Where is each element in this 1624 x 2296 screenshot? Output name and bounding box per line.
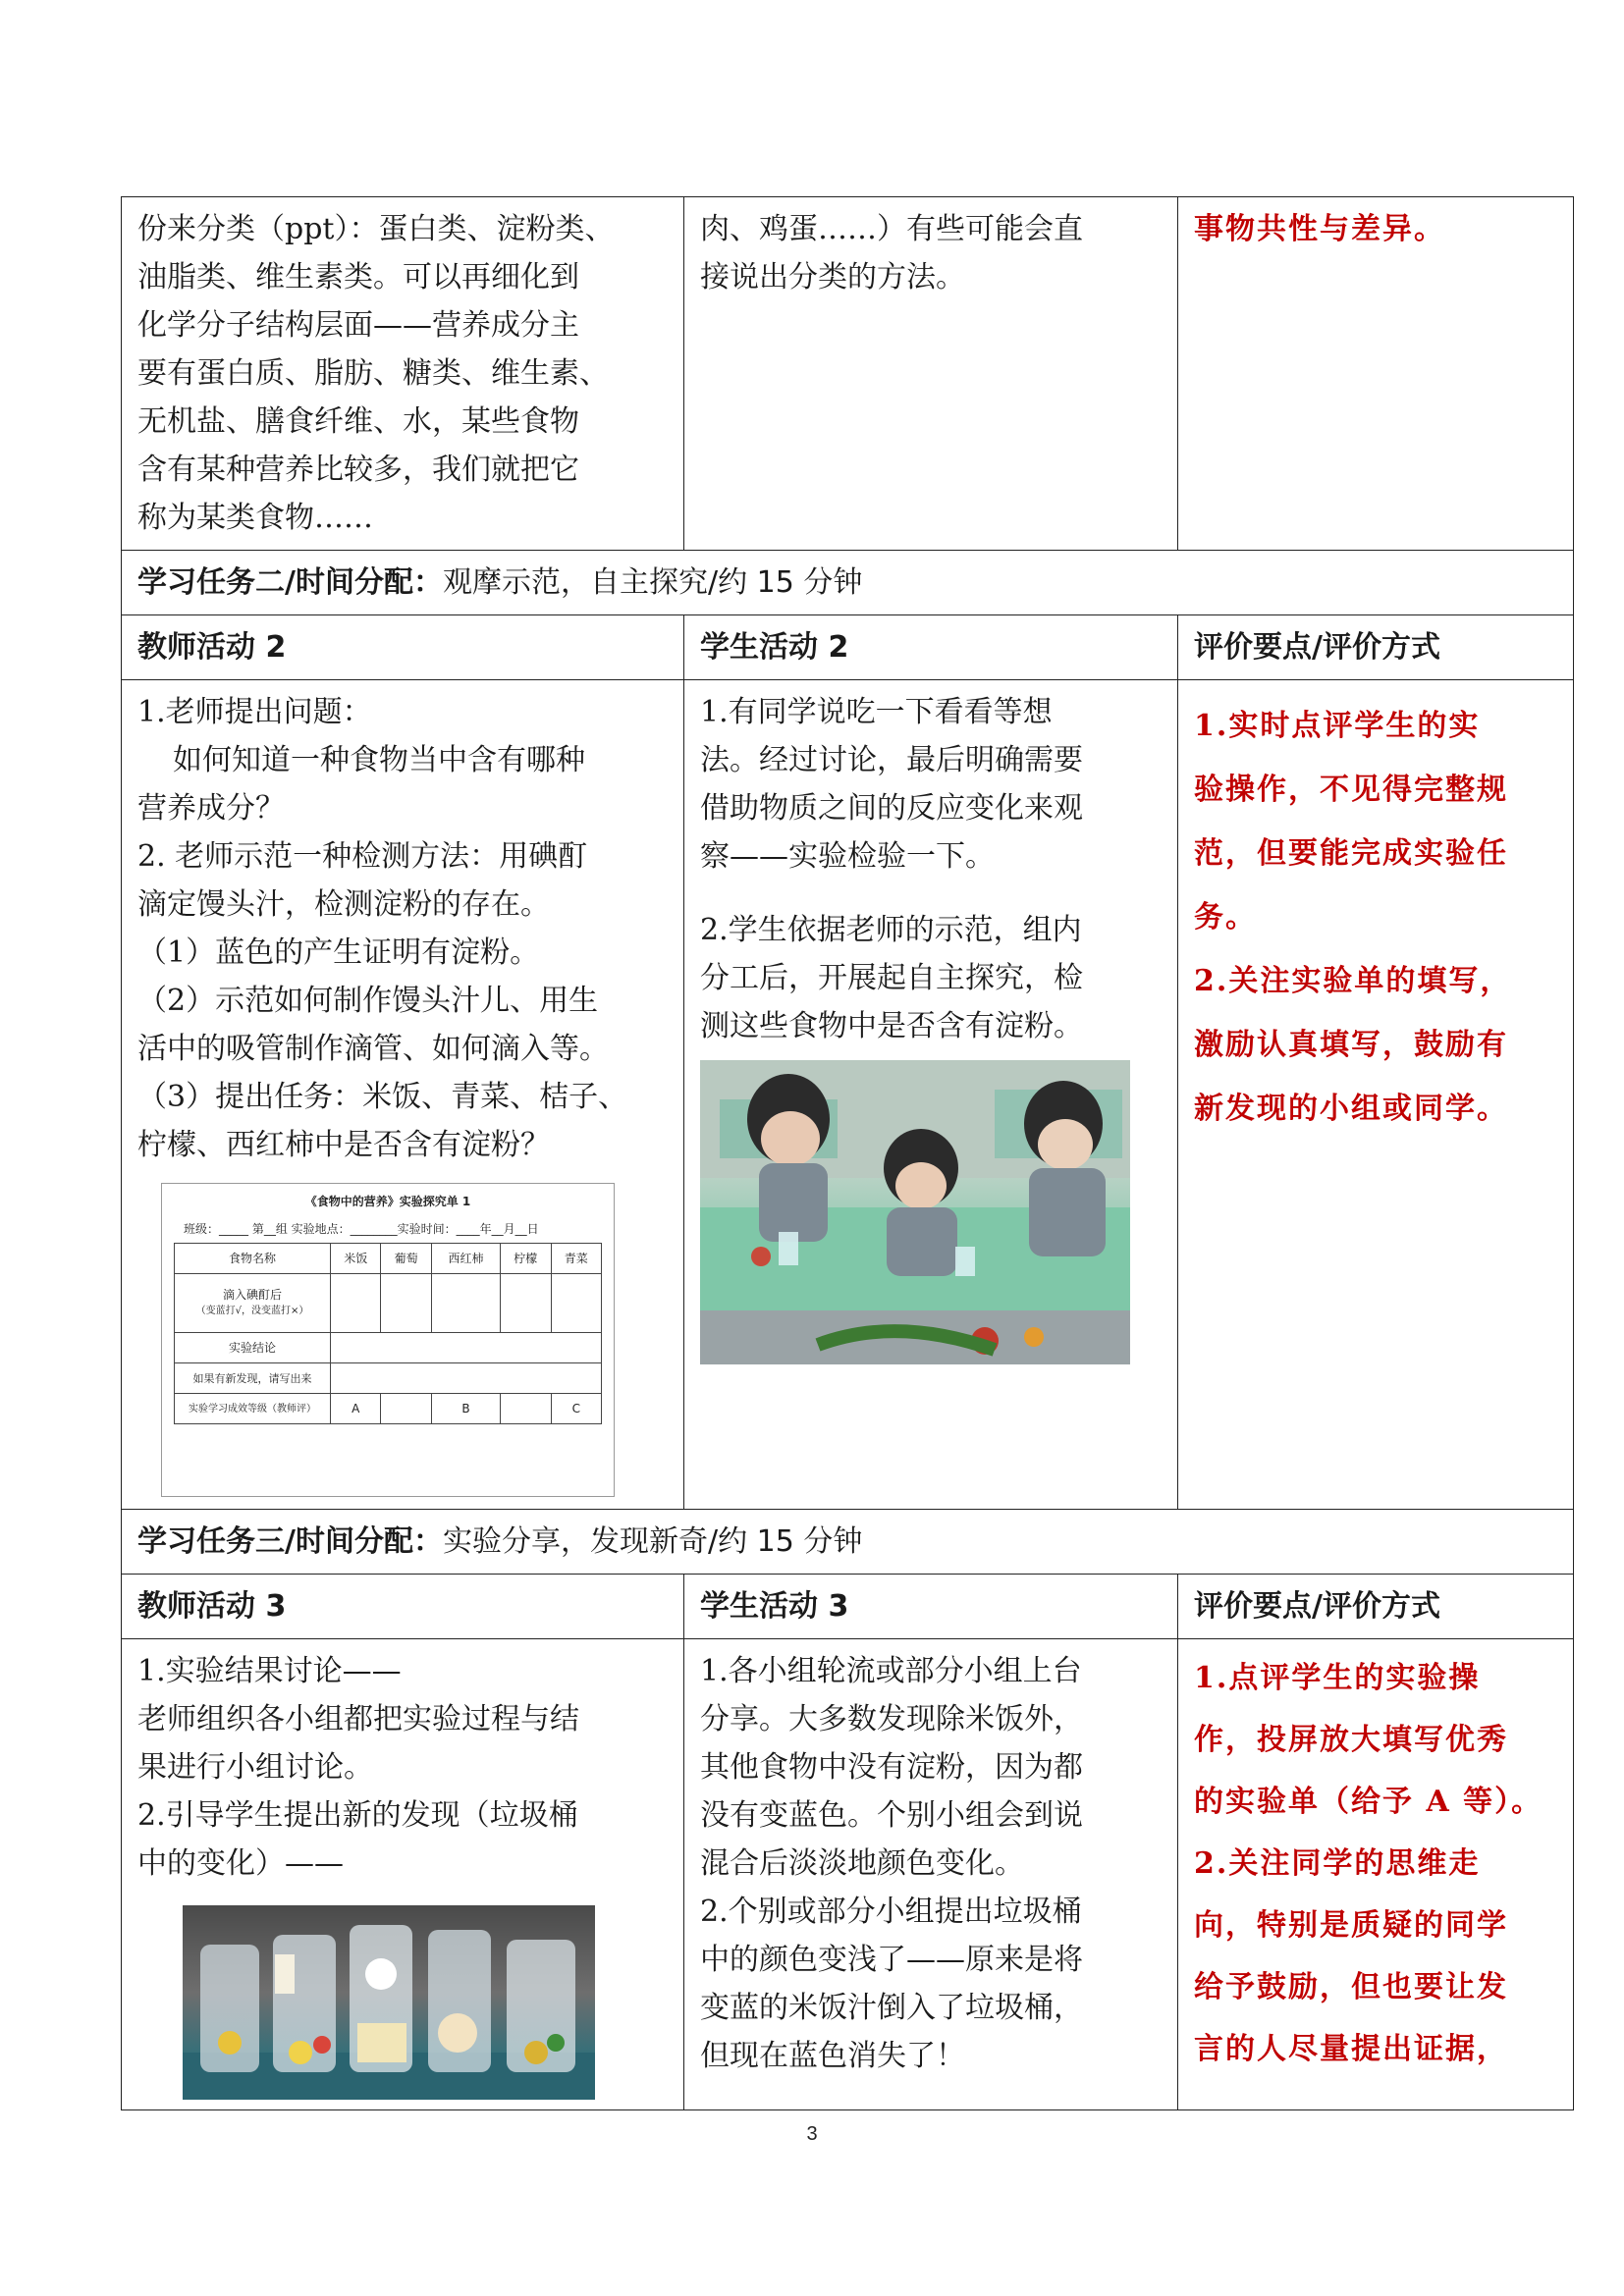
text-line: 法。经过讨论，最后明确需要 <box>700 743 1083 777</box>
teacher-activity-cell <box>122 1639 684 2110</box>
text-line: 作，投屏放大填写优秀 <box>1194 1723 1508 1757</box>
text-line: 新发现的小组或同学。 <box>1194 1092 1508 1126</box>
text-line: 但现在蓝色消失了！ <box>700 2039 965 2073</box>
worksheet-food: 青菜 <box>551 1244 601 1274</box>
text-line: 其他食物中没有淀粉，因为都 <box>700 1750 1083 1785</box>
teacher-activity-header: 教师活动 2 <box>122 615 684 680</box>
text-line: 如何知道一种食物当中含有哪种 <box>173 743 585 777</box>
student-activity-cell <box>684 1639 1178 2110</box>
task-heading-row <box>122 551 1574 615</box>
task-heading <box>122 551 1574 615</box>
text-line: 1.实时点评学生的实 <box>1194 709 1481 743</box>
worksheet-title: 《食物中的营养》实验探究单 1 <box>304 1195 471 1208</box>
text-line: 1.点评学生的实验操 <box>1194 1661 1481 1695</box>
student-activity-header: 学生活动 2 <box>684 615 1178 680</box>
worksheet-grade: A <box>331 1394 381 1424</box>
text-line: 2.关注实验单的填写， <box>1194 964 1512 998</box>
evaluation-cell <box>1178 1639 1574 2110</box>
text-line: 1.各小组轮流或部分小组上台 <box>700 1654 1082 1688</box>
text-line: 无机盐、膳食纤维、水，某些食物 <box>137 404 579 439</box>
page-number: 3 <box>806 2123 818 2145</box>
text-line: 2.学生依据老师的示范，组内 <box>700 913 1082 947</box>
worksheet-row1a: 滴入碘酊后 <box>222 1288 282 1302</box>
text-line: （3）提出任务：米饭、青菜、桔子、 <box>137 1080 628 1114</box>
student-activity-cell <box>684 197 1178 551</box>
text-line: 滴定馒头汁，检测淀粉的存在。 <box>137 887 550 922</box>
worksheet-row-label: 如果有新发现，请写出来 <box>175 1363 331 1394</box>
text-line: 没有变蓝色。个别小组会到说 <box>700 1798 1083 1833</box>
text-line: 1.实验结果讨论—— <box>137 1654 402 1688</box>
evaluation-cell <box>1178 197 1574 551</box>
worksheet-info-line: 班级：_____ 第__组 实验地点：________实验时间：____年__月__日 <box>184 1222 539 1236</box>
worksheet-food: 西红柿 <box>431 1244 500 1274</box>
text-line: 变蓝的米饭汁倒入了垃圾桶， <box>700 1991 1083 2025</box>
text-line: 活中的吸管制作滴管、如何滴入等。 <box>137 1032 609 1066</box>
text-line: 2.引导学生提出新的发现（垃圾桶 <box>137 1798 578 1833</box>
task-label: 学习任务二/时间分配： <box>137 565 443 600</box>
text-line: 向，特别是质疑的同学 <box>1194 1908 1508 1943</box>
text-line: 营养成分？ <box>137 791 285 826</box>
text-line: 要有蛋白质、脂肪、糖类、维生素、 <box>137 356 609 391</box>
text-line: 1.老师提出问题： <box>137 695 372 729</box>
text-line: 给予鼓励，但也要让发 <box>1194 1970 1508 2004</box>
worksheet-grade: C <box>551 1394 601 1424</box>
text-line: 中的颜色变浅了——原来是将 <box>700 1943 1083 1977</box>
text-line: 2. 老师示范一种检测方法：用碘酊 <box>137 839 588 874</box>
text-line: 验操作，不见得完整规 <box>1194 773 1508 807</box>
table-row <box>122 1639 1574 2110</box>
text-line: 混合后淡淡地颜色变化。 <box>700 1846 1024 1881</box>
worksheet-table <box>174 1243 602 1424</box>
text-line: （1）蓝色的产生证明有淀粉。 <box>137 935 540 970</box>
worksheet-food: 米饭 <box>331 1244 381 1274</box>
lesson-plan-table <box>121 196 1574 2110</box>
classroom-experiment-photo <box>700 1060 1130 1364</box>
worksheet-row-label <box>175 1274 331 1333</box>
evaluation-cell <box>1178 680 1574 1510</box>
worksheet-col-head: 食物名称 <box>175 1244 331 1274</box>
text-line: 测这些食物中是否含有淀粉。 <box>700 1009 1083 1043</box>
text-line: 2.个别或部分小组提出垃圾桶 <box>700 1895 1082 1929</box>
task-label: 学习任务三/时间分配： <box>137 1524 443 1559</box>
text-line: 含有某种营养比较多，我们就把它 <box>137 453 579 487</box>
text-line: 称为某类食物…… <box>137 501 373 535</box>
worksheet-row-label: 实验学习成效等级（教师评） <box>175 1394 331 1424</box>
text-line: 分享。大多数发现除米饭外， <box>700 1702 1083 1736</box>
text-line: 肉、鸡蛋……）有些可能会直 <box>700 212 1083 246</box>
text-line: 份来分类（ppt）：蛋白类、淀粉类、 <box>137 212 615 246</box>
text-line: 察——实验检验一下。 <box>700 839 995 874</box>
student-activity-cell <box>684 680 1178 1510</box>
teacher-activity-header: 教师活动 3 <box>122 1575 684 1639</box>
text-line: 油脂类、维生素类。可以再细化到 <box>137 260 579 294</box>
text-line: 务。 <box>1194 900 1257 934</box>
task-text: 实验分享，发现新奇/约 15 分钟 <box>442 1524 863 1559</box>
task-heading <box>122 1510 1574 1575</box>
text-line: 柠檬、西红柿中是否含有淀粉？ <box>137 1128 550 1162</box>
text-line: 激励认真填写，鼓励有 <box>1194 1028 1508 1062</box>
text-line: 2.关注同学的思维走 <box>1194 1846 1481 1881</box>
text-line: 老师组织各小组都把实验过程与结 <box>137 1702 579 1736</box>
task-text: 观摩示范，自主探究/约 15 分钟 <box>442 565 863 600</box>
text-line: 分工后，开展起自主探究，检 <box>700 961 1083 995</box>
text-line: 范，但要能完成实验任 <box>1194 836 1508 871</box>
worksheet-image <box>161 1183 615 1497</box>
teacher-activity-cell <box>122 197 684 551</box>
worksheet-row-label: 实验结论 <box>175 1333 331 1363</box>
table-row <box>122 197 1574 551</box>
jars-experiment-photo <box>183 1905 595 2100</box>
column-header-row <box>122 615 1574 680</box>
student-activity-header: 学生活动 3 <box>684 1575 1178 1639</box>
column-header-row <box>122 1575 1574 1639</box>
task-heading-row <box>122 1510 1574 1575</box>
teacher-activity-cell <box>122 680 684 1510</box>
evaluation-header: 评价要点/评价方式 <box>1178 615 1574 680</box>
table-row <box>122 680 1574 1510</box>
text-line: （2）示范如何制作馒头汁儿、用生 <box>137 984 599 1018</box>
text-line: 的实验单（给予 A 等）。 <box>1194 1785 1543 1819</box>
text-line: 借助物质之间的反应变化来观 <box>700 791 1083 826</box>
worksheet-grade: B <box>431 1394 500 1424</box>
text-line: 中的变化）—— <box>137 1846 344 1881</box>
evaluation-header: 评价要点/评价方式 <box>1178 1575 1574 1639</box>
text-line: 果进行小组讨论。 <box>137 1750 373 1785</box>
worksheet-food: 柠檬 <box>501 1244 551 1274</box>
text-line: 接说出分类的方法。 <box>700 260 965 294</box>
text-line: 言的人尽量提出证据， <box>1194 2032 1508 2066</box>
text-line: 事物共性与差异。 <box>1194 212 1445 246</box>
text-line: 化学分子结构层面——营养成分主 <box>137 308 579 343</box>
worksheet-row1b: （变蓝打√，没变蓝打×） <box>195 1306 309 1316</box>
worksheet-food: 葡萄 <box>381 1244 431 1274</box>
text-line: 1.有同学说吃一下看看等想 <box>700 695 1053 729</box>
